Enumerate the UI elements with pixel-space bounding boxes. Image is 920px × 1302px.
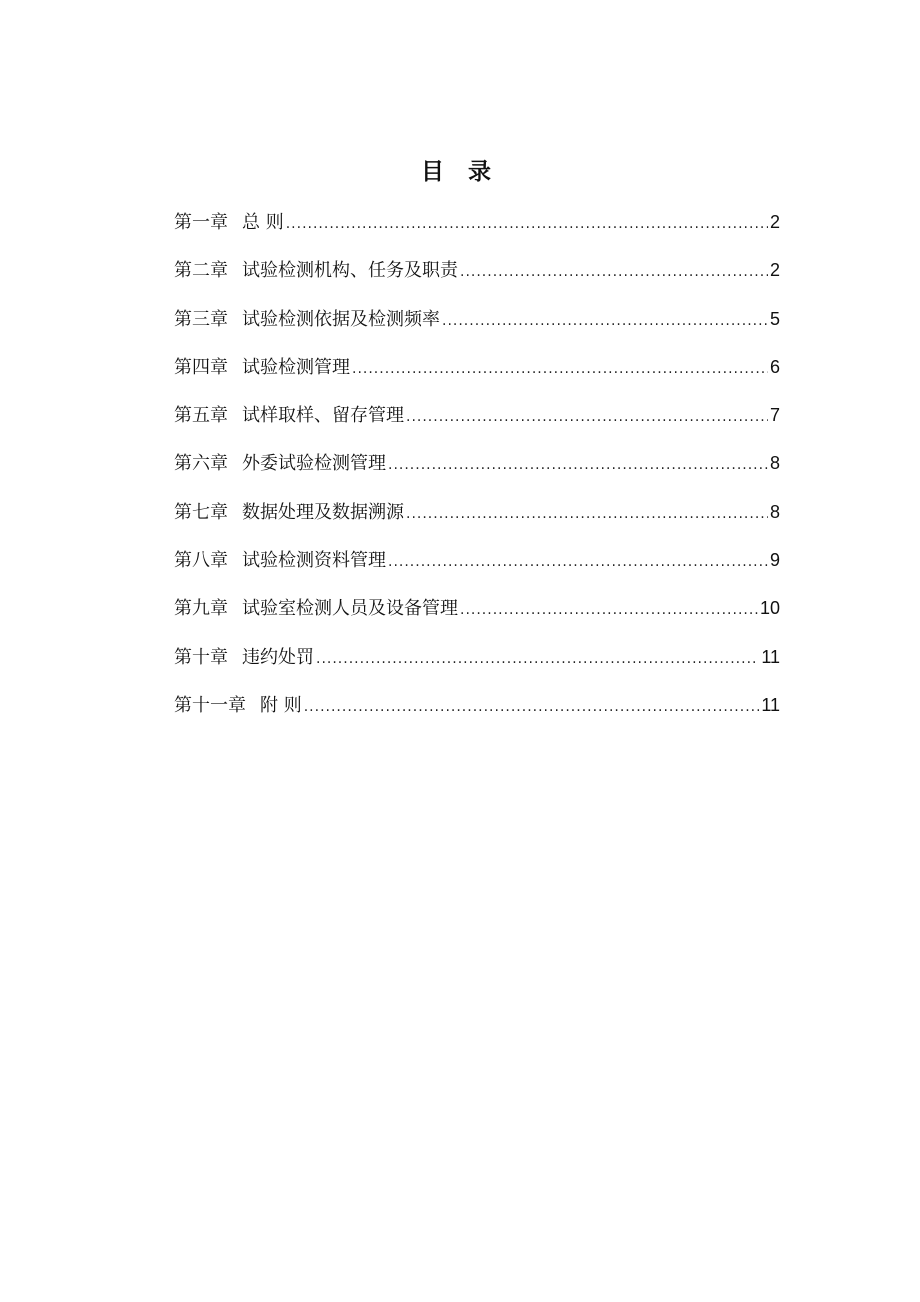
- toc-chapter-number: 第七章: [174, 501, 228, 523]
- toc-entry[interactable]: [174, 350, 780, 398]
- toc-chapter-number: 第四章: [174, 356, 228, 378]
- toc-chapter-title: 试验室检测人员及设备管理: [242, 598, 458, 620]
- toc-entry[interactable]: [174, 591, 780, 639]
- toc-dot-leader: [442, 304, 768, 338]
- toc-entry[interactable]: [174, 688, 780, 736]
- toc-entry[interactable]: [174, 495, 780, 543]
- toc-page-number: 7: [769, 405, 780, 426]
- toc-page-number: 9: [769, 550, 780, 571]
- toc-page-number: 5: [769, 308, 780, 329]
- toc-chapter-title: 数据处理及数据溯源: [242, 501, 404, 523]
- toc-chapter-number: 第十章: [174, 646, 228, 668]
- toc-title: 目 录: [420, 159, 499, 185]
- toc-dot-leader: [406, 497, 768, 531]
- toc-page-number: 2: [769, 260, 780, 281]
- toc-entry[interactable]: [174, 446, 780, 494]
- toc-page-number: 2: [769, 212, 780, 232]
- toc-entry[interactable]: [174, 398, 780, 446]
- toc-entry[interactable]: [174, 205, 780, 253]
- toc-entry[interactable]: [174, 543, 780, 591]
- toc-chapter-number: 第九章: [174, 598, 228, 620]
- toc-dot-leader: [352, 352, 768, 386]
- toc-chapter-title: 试验检测依据及检测频率: [242, 308, 440, 330]
- toc-chapter-number: 第六章: [174, 453, 228, 475]
- toc-dot-leader: [406, 400, 768, 434]
- toc-page-number: 8: [769, 501, 780, 522]
- toc-page-number: 11: [761, 646, 780, 667]
- toc-chapter-number: 第八章: [174, 550, 228, 572]
- toc-chapter-title: 试验检测资料管理: [242, 550, 386, 572]
- toc-chapter-title: 总 则: [242, 212, 284, 233]
- toc-chapter-title: 附 则: [260, 694, 302, 716]
- toc-page-number: 8: [769, 453, 780, 474]
- toc-chapter-number: 第一章: [174, 212, 228, 233]
- toc-dot-leader: [286, 207, 768, 241]
- toc-dot-leader: [460, 593, 758, 627]
- toc-chapter-title: 试验检测管理: [242, 356, 350, 378]
- toc-page-number: 10: [759, 598, 780, 619]
- toc-chapter-title: 试验检测机构、任务及职责: [242, 260, 458, 282]
- toc-page-number: 11: [761, 694, 780, 715]
- toc-chapter-title: 试样取样、留存管理: [242, 405, 404, 427]
- toc-entry[interactable]: [174, 640, 780, 688]
- toc-dot-leader: [316, 642, 759, 676]
- toc-list: [174, 205, 780, 736]
- toc-dot-leader: [388, 545, 768, 579]
- toc-chapter-number: 第十一章: [174, 694, 246, 716]
- toc-chapter-title: 违约处罚: [242, 646, 314, 668]
- toc-dot-leader: [304, 690, 760, 724]
- toc-chapter-number: 第三章: [174, 308, 228, 330]
- toc-dot-leader: [388, 448, 768, 482]
- toc-chapter-number: 第二章: [174, 260, 228, 282]
- toc-dot-leader: [460, 255, 768, 289]
- toc-chapter-number: 第五章: [174, 405, 228, 427]
- toc-page-number: 6: [769, 356, 780, 377]
- toc-entry[interactable]: [174, 302, 780, 350]
- toc-chapter-title: 外委试验检测管理: [242, 453, 386, 475]
- toc-entry[interactable]: [174, 253, 780, 301]
